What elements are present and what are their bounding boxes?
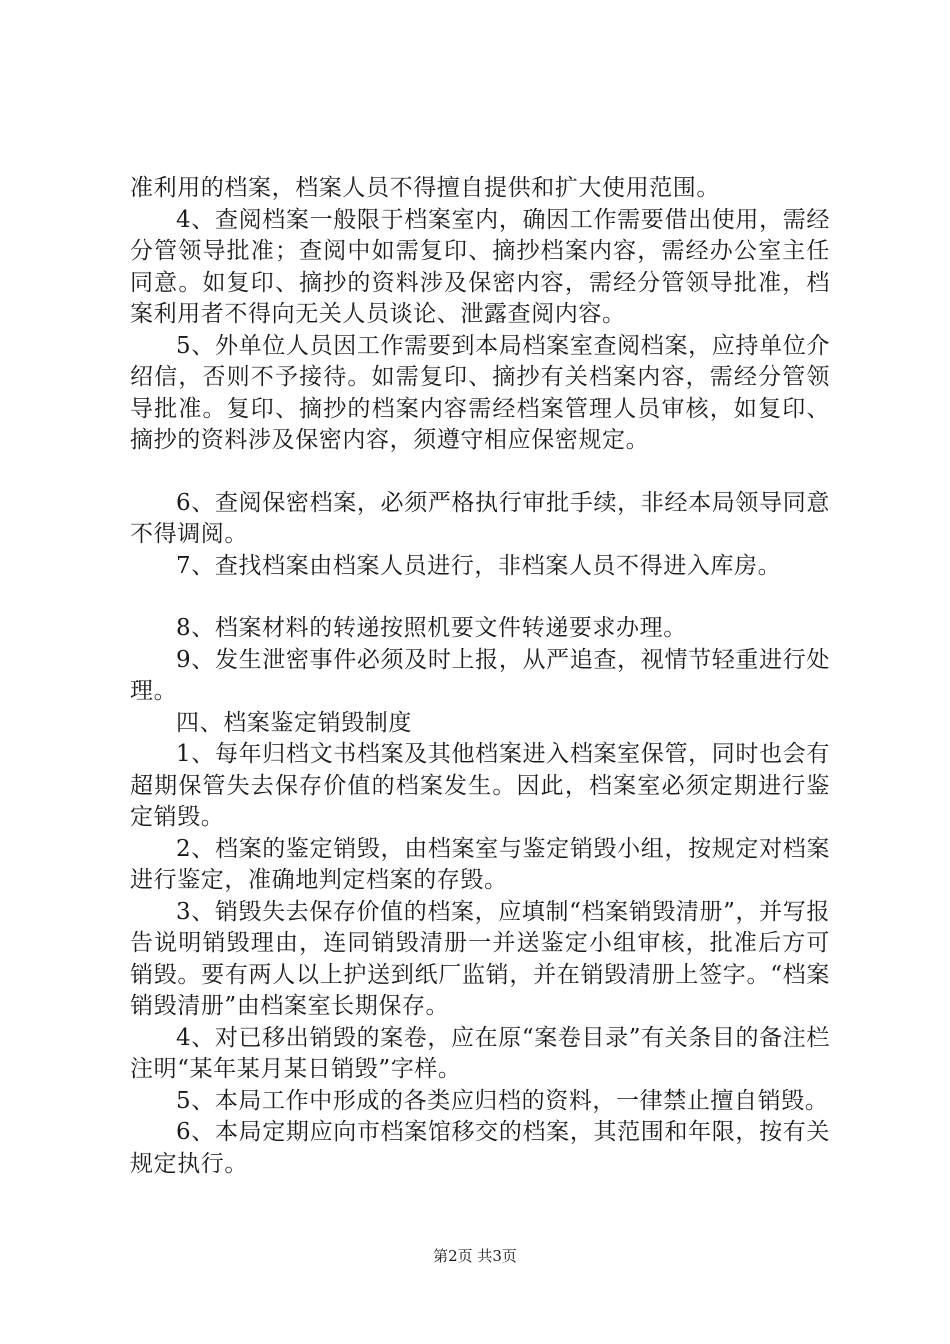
paragraph-item-8: 8、档案材料的转递按照机要文件转递要求办理。 <box>176 615 687 641</box>
paragraph-section4-item-5: 5、本局工作中形成的各类应归档的资料，一律禁止擅自销毁。 <box>176 1087 829 1114</box>
document-body <box>130 173 830 1180</box>
paragraph-section4-item-2: 2、档案的鉴定销毁，由档案室与鉴定销毁小组，按规定对档案进行鉴定，准确地判定档案的存毁。 <box>130 835 830 893</box>
paragraph-section4-item-4: 4、对已移出销毁的案卷，应在原“案卷目录”有关条目的备注栏注明“某年某月某日销毁”字样。 <box>130 1024 830 1082</box>
section-heading: 四、档案鉴定销毁制度 <box>176 709 412 736</box>
paragraph-item-9: 9、发生泄密事件必须及时上报，从严追查，视情节轻重进行处理。 <box>130 646 830 704</box>
paragraph-continuation: 准利用的档案，档案人员不得擅自提供和扩大使用范围。 <box>130 175 720 201</box>
paragraph-section4-item-3: 3、销毁失去保存价值的档案，应填制“档案销毁清册”，并写报告说明销毁理由，连同销毁清册一并送鉴定小组审核，批准后方可销毁。要有两人以上护送到纸厂监销，并在销毁清册上签字。“档案销毁清册”由档案室长期保存。 <box>130 898 830 1019</box>
page-number-footer: 第2页 共3页 <box>433 1247 517 1265</box>
paragraph-item-5: 5、外单位人员因工作需要到本局档案室查阅档案，应持单位介绍信，否则不予接待。如需复印、摘抄有关档案内容，需经分管领导批准。复印、摘抄的档案内容需经档案管理人员审核，如复印、摘抄的资料涉及保密内容，须遵守相应保密规定。 <box>130 332 830 453</box>
paragraph-section4-item-1: 1、每年归档文书档案及其他档案进入档案室保管，同时也会有超期保管失去保存价值的档案发生。因此，档案室必须定期进行鉴定销毁。 <box>130 741 830 830</box>
paragraph-section4-item-6: 6、本局定期应向市档案馆移交的档案，其范围和年限，按有关规定执行。 <box>130 1119 830 1177</box>
paragraph-item-6: 6、查阅保密档案，必须严格执行审批手续，非经本局领导同意不得调阅。 <box>130 489 830 547</box>
paragraph-item-7: 7、查找档案由档案人员进行，非档案人员不得进入库房。 <box>176 552 782 579</box>
paragraph-item-4: 4、查阅档案一般限于档案室内，确因工作需要借出使用，需经分管领导批准；查阅中如需复印、摘抄档案内容，需经办公室主任同意。如复印、摘抄的资料涉及保密内容，需经分管领导批准，档案利用者不得向无关人员谈论、泄露查阅内容。 <box>130 206 830 327</box>
